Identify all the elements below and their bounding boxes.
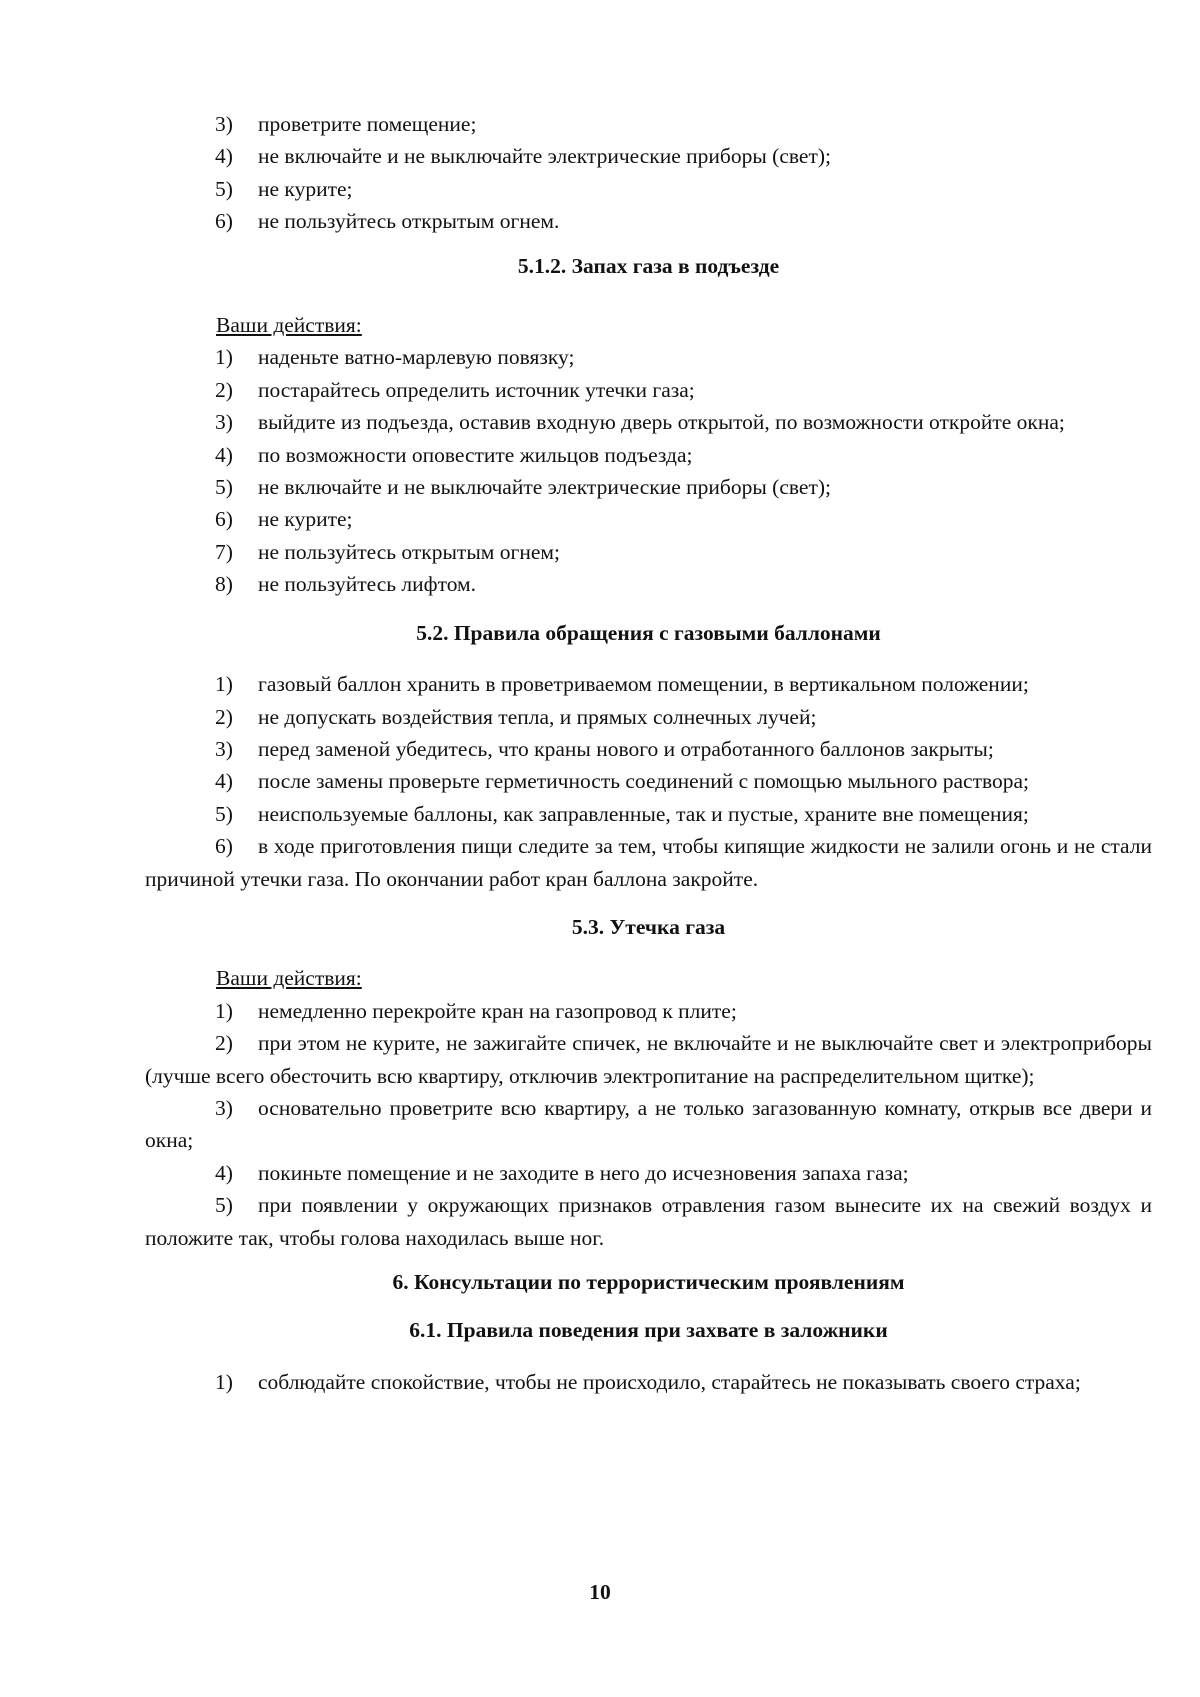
list-item: 5) неиспользуемые баллоны, как заправленные, так и пустые, храните вне помещения; <box>215 801 1029 826</box>
subheading-actions: Ваши действия: <box>216 966 362 991</box>
list-item: 2) постарайтесь определить источник утечки газа; <box>215 377 695 402</box>
list-item: 6) не пользуйтесь открытым огнем. <box>215 209 560 234</box>
section-heading-5-1-2: 5.1.2. Запах газа в подъезде <box>517 253 780 278</box>
page-number: 10 <box>589 1580 611 1604</box>
list-item: 3) выйдите из подъезда, оставив входную дверь открытой, по возможности откройте окна; <box>215 410 1065 435</box>
list-item: 3) перед заменой убедитесь, что краны нового и отработанного баллонов закрыты; <box>215 736 994 761</box>
list-6-1 <box>145 1366 1152 1398</box>
list-item: 5) при появлении у окружающих признаков отравления газом вынесите их на свежий воздух и положите так, чтобы голова находилась выше ног. <box>145 1193 1152 1250</box>
list-top <box>145 108 1152 238</box>
list-item: 3) проветрите помещение; <box>215 112 477 136</box>
list-item: 4) после замены проверьте герметичность соединений с помощью мыльного раствора; <box>215 769 1030 794</box>
list-item: 6) в ходе приготовления пищи следите за тем, чтобы кипящие жидкости не залили огонь и не стали причиной утечки газа. По окончании работ кран баллона закройте. <box>145 834 1152 891</box>
list-item: 1) газовый баллон хранить в проветриваемом помещении, в вертикальном положении; <box>215 672 1029 697</box>
list-item: 4) покиньте помещение и не заходите в него до исчезновения запаха газа; <box>215 1160 909 1185</box>
list-item: 4) не включайте и не выключайте электрические приборы (свет); <box>215 144 831 169</box>
section-heading-5-2: 5.2. Правила обращения с газовыми баллонами <box>416 620 881 645</box>
list-5-3 <box>145 995 1152 1254</box>
list-item: 7) не пользуйтесь открытым огнем; <box>215 539 560 564</box>
list-item: 1) соблюдайте спокойствие, чтобы не происходило, старайтесь не показывать своего страха; <box>215 1369 1081 1394</box>
subheading-actions: Ваши действия: <box>216 313 362 338</box>
list-item: 1) наденьте ватно-марлевую повязку; <box>215 345 575 370</box>
list-item: 8) не пользуйтесь лифтом. <box>215 572 477 597</box>
list-item: 2) не допускать воздействия тепла, и прямых солнечных лучей; <box>215 704 817 729</box>
list-5-1-2 <box>145 341 1152 600</box>
list-item: 1) немедленно перекройте кран на газопровод к плите; <box>215 998 737 1023</box>
list-5-2 <box>145 668 1152 895</box>
list-item: 4) по возможности оповестите жильцов подъезда; <box>215 442 693 467</box>
list-item: 3) основательно проветрите всю квартиру, а не только загазованную комнату, открыв все двери и окна; <box>145 1095 1152 1153</box>
section-heading-6-1: 6.1. Правила поведения при захвате в заложники <box>409 1318 888 1343</box>
section-heading-5-3: 5.3. Утечка газа <box>571 914 726 939</box>
list-item: 5) не курите; <box>215 176 353 201</box>
list-item: 2) при этом не курите, не зажигайте спичек, не включайте и не выключайте свет и электроприборы (лучше всего обесточить всю квартиру, отключив электропитание на распределительном щитке); <box>145 1031 1152 1088</box>
list-item: 6) не курите; <box>215 507 353 532</box>
list-item: 5) не включайте и не выключайте электрические приборы (свет); <box>215 475 831 500</box>
section-heading-6: 6. Консультации по террористическим проявлениям <box>392 1270 905 1294</box>
